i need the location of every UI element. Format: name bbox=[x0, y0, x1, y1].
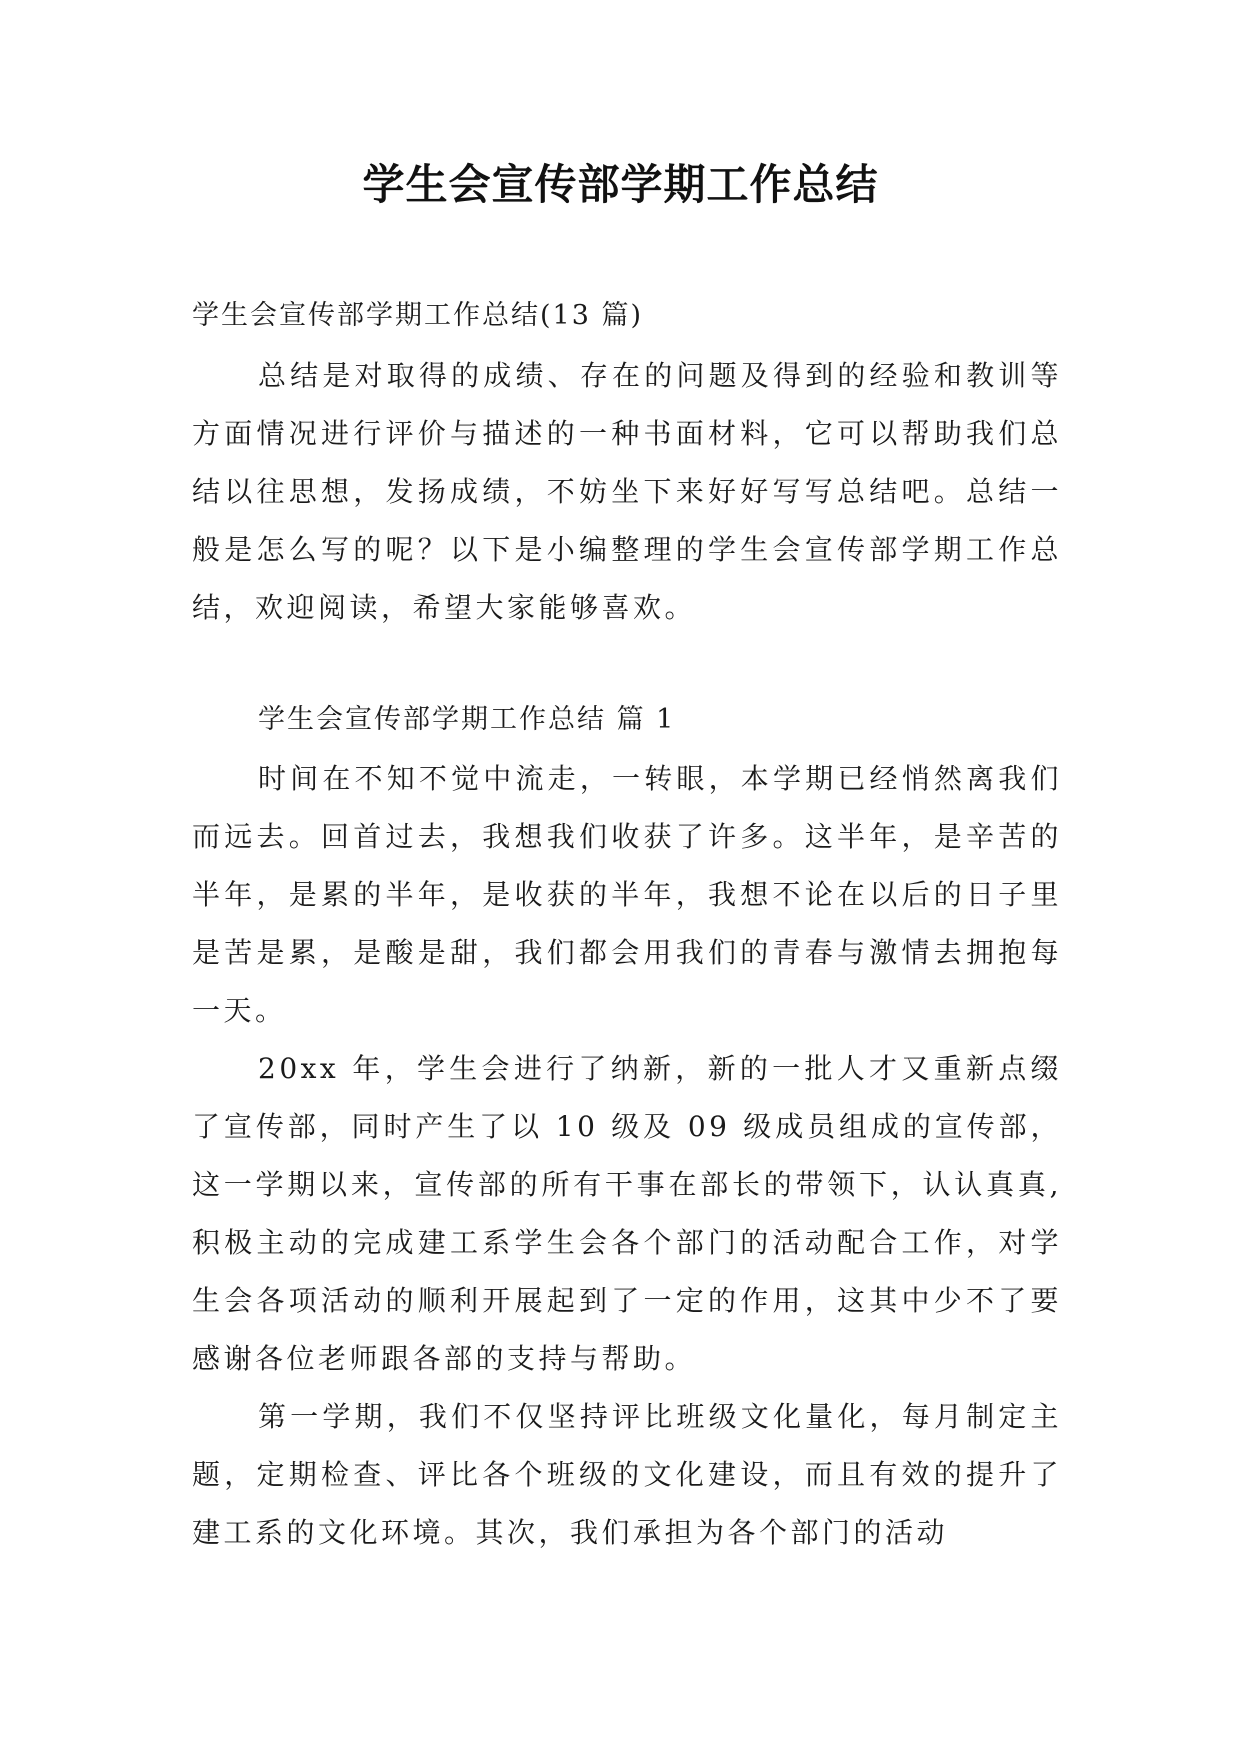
document-title: 学生会宣传部学期工作总结 bbox=[362, 160, 879, 209]
body-paragraph: 第一学期，我们不仅坚持评比班级文化量化，每月制定主题，定期检查、评比各个班级的文化建设，而且有效的提升了建工系的文化环境。其次，我们承担为各个部门的活动 bbox=[192, 1400, 1062, 1549]
body-paragraph: 20xx 年，学生会进行了纳新，新的一批人才又重新点缀了宣传部，同时产生了以 10 级及 09 级成员组成的宣传部，这一学期以来，宣传部的所有干事在部长的带领下，认认真真,积极主动的完成建工系学生会各个部门的活动配合工作，对学生会各项活动的顺利开展起到了一定的作用，这其中少不了要感谢各位老师跟各部的支持与帮助。 bbox=[192, 1052, 1062, 1375]
document-subtitle: 学生会宣传部学期工作总结(13 篇) bbox=[192, 300, 644, 331]
section-heading: 学生会宣传部学期工作总结 篇 1 bbox=[258, 704, 676, 735]
body-paragraph: 时间在不知不觉中流走，一转眼，本学期已经悄然离我们而远去。回首过去，我想我们收获了许多。这半年，是辛苦的半年，是累的半年，是收获的半年，我想不论在以后的日子里是苦是累，是酸是甜，我们都会用我们的青春与激情去拥抱每一天。 bbox=[192, 762, 1062, 1027]
intro-paragraph: 总结是对取得的成绩、存在的问题及得到的经验和教训等方面情况进行评价与描述的一种书面材料，它可以帮助我们总结以往思想，发扬成绩，不妨坐下来好好写写总结吧。总结一般是怎么写的呢？以下是小编整理的学生会宣传部学期工作总结，欢迎阅读，希望大家能够喜欢。 bbox=[192, 359, 1062, 624]
